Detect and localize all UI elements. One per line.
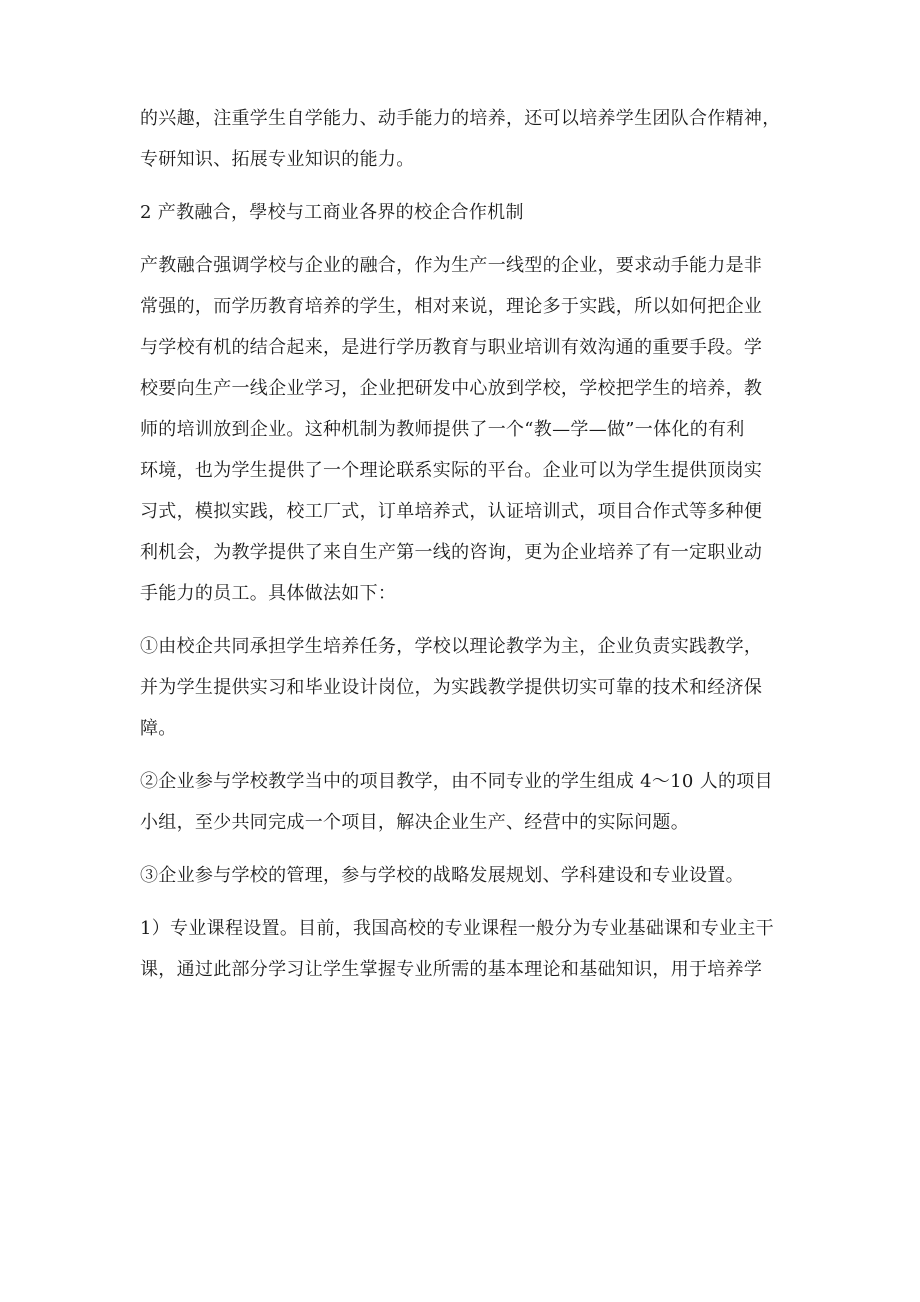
list-item-2 xyxy=(140,761,780,843)
heading-line: 2 产教融合，學校与工商业各界的校企合作机制 xyxy=(140,202,524,223)
text-line: ②企业参与学校教学当中的项目教学，由不同专业的学生组成 4～10 人的项目 xyxy=(140,771,773,792)
text-line: 专研知识、拓展专业知识的能力。 xyxy=(140,149,415,170)
text-line: 课，通过此部分学习让学生掌握专业所需的基本理论和基础知识，用于培养学 xyxy=(140,959,763,980)
text-line: 师的培训放到企业。这种机制为教师提供了一个“教—学—做”一体化的有利 xyxy=(140,419,745,440)
paragraph-intro-continued xyxy=(140,98,780,180)
text-line: 的兴趣，注重学生自学能力、动手能力的培养，还可以培养学生团队合作精神， xyxy=(140,108,781,129)
text-line: 产教融合强调学校与企业的融合，作为生产一线型的企业，要求动手能力是非 xyxy=(140,255,763,276)
list-item-1 xyxy=(140,626,780,749)
text-line: 与学校有机的结合起来，是进行学历教育与职业培训有效沟通的重要手段。学 xyxy=(140,337,763,358)
list-item-3 xyxy=(140,855,780,896)
text-line: ③企业参与学校的管理，参与学校的战略发展规划、学科建设和专业设置。 xyxy=(140,865,744,886)
text-line: 障。 xyxy=(140,718,177,739)
text-line: 利机会，为教学提供了来自生产第一线的咨询，更为企业培养了有一定职业动 xyxy=(140,542,763,563)
document-page xyxy=(140,98,780,990)
text-line: 并为学生提供实习和毕业设计岗位，为实践教学提供切实可靠的技术和经济保 xyxy=(140,677,763,698)
paragraph-integration xyxy=(140,245,780,614)
text-line: 习式，模拟实践，校工厂式，订单培养式，认证培训式，项目合作式等多种便 xyxy=(140,501,763,522)
text-line: 手能力的员工。具体做法如下： xyxy=(140,583,397,604)
text-line: 环境，也为学生提供了一个理论联系实际的平台。企业可以为学生提供顶岗实 xyxy=(140,460,763,481)
text-line: 常强的，而学历教育培养的学生，相对来说，理论多于实践，所以如何把企业 xyxy=(140,296,763,317)
paragraph-curriculum xyxy=(140,908,780,990)
text-line: ①由校企共同承担学生培养任务，学校以理论教学为主，企业负责实践教学， xyxy=(140,636,763,657)
text-line: 校要向生产一线企业学习，企业把研发中心放到学校，学校把学生的培养，教 xyxy=(140,378,763,399)
text-line: 1）专业课程设置。目前，我国高校的专业课程一般分为专业基础课和专业主干 xyxy=(140,918,774,939)
text-line: 小组，至少共同完成一个项目，解决企业生产、经营中的实际问题。 xyxy=(140,812,689,833)
section-heading xyxy=(140,192,780,233)
